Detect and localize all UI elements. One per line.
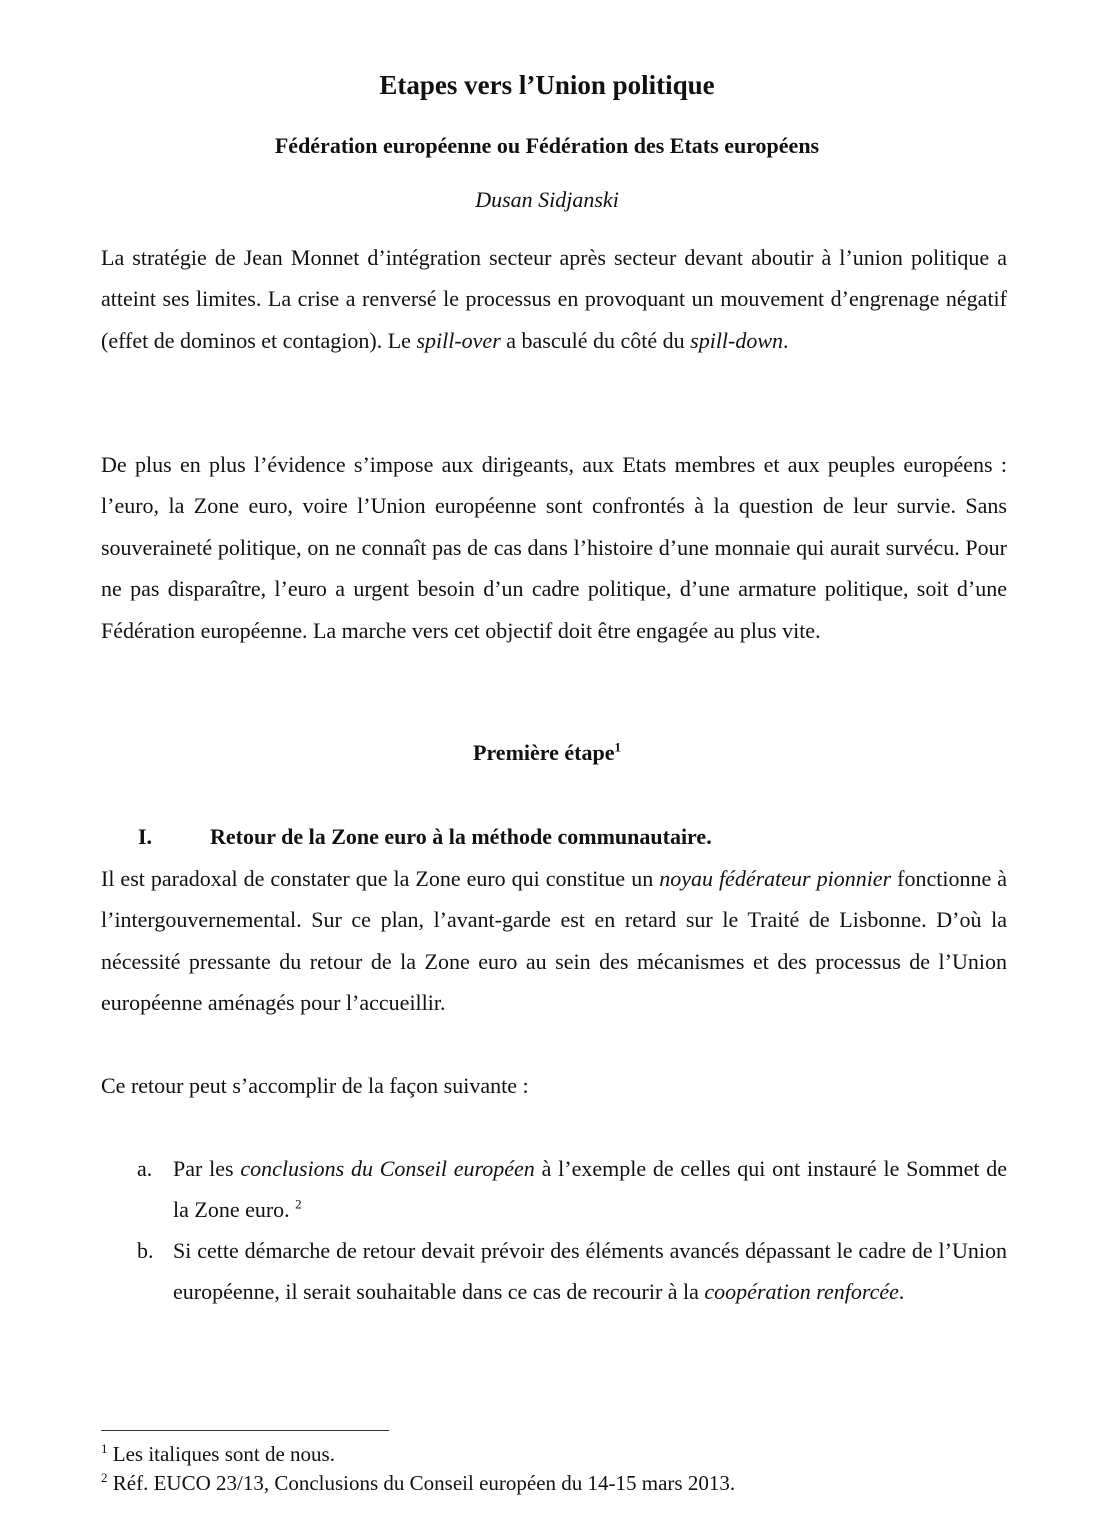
footnote-text: Réf. EUCO 23/13, Conclusions du Conseil européen du 14-15 mars 2013. [112,1471,736,1495]
text-run: Par les [173,1156,241,1181]
paragraph-paradox [101,858,1007,1024]
paragraph-intro [101,237,1007,361]
text-run: La stratégie de Jean Monnet d’intégration secteur après secteur devant aboutir à l’union politique a atteint ses limites. La crise a renversé le processus en provoquant un mouvement d’engrenage négatif (effet de dominos et contagion). Le [101,245,1007,353]
text-run: . [898,1279,905,1305]
list-item [173,1230,1007,1313]
list-item-marker: b. [137,1238,154,1263]
footnote-ref-1: 1 [614,739,621,755]
page-subtitle: Fédération européenne ou Fédération des Etats européens [274,133,820,158]
section-title: Retour de la Zone euro à la méthode communautaire. [210,824,712,849]
stage-heading [0,738,1094,768]
footnote [101,1469,735,1497]
text-run: a basculé du côté du [500,327,691,353]
text-run: Il est paradoxal de constater que la Zone euro qui constitue un [101,866,660,891]
italic-term: spill-down [690,327,784,353]
footnote-ref-2: 2 [295,1197,302,1213]
section-number: I. [138,824,153,849]
italic-term: noyau fédérateur pionnier [659,866,892,891]
footnote-text: Les italiques sont de nous. [112,1442,335,1466]
italic-term: spill-over [416,327,501,353]
list-item [173,1148,1007,1231]
paragraph-return: Ce retour peut s’accomplir de la façon suivante : [101,1073,529,1098]
footnote-number: 2 [101,1470,108,1485]
text-run: . [783,327,789,353]
text-run: à l’exemple de celles qui ont instauré le Sommet de la Zone euro. [173,1156,1008,1223]
page-title: Etapes vers l’Union politique [379,70,715,100]
text-run: Si cette démarche de retour devait prévoir des éléments avancés dépassant le cadre de l’Union européenne, il serait souhaitable dans ce cas de recourir à la [173,1238,1007,1305]
author-name: Dusan Sidjanski [475,187,619,212]
paragraph-survival: De plus en plus l’évidence s’impose aux dirigeants, aux Etats membres et aux peuples européens : l’euro, la Zone euro, voire l’Union européenne sont confrontés à la question de leur survie. Sans souveraineté politique, on ne connaît pas de cas dans l’histoire d’une monnaie qui aurait survécu. Pour ne pas disparaître, l’euro a urgent besoin d’un cadre politique, d’une armature politique, soit d’une Fédération européenne. La marche vers cet objectif doit être engagée au plus vite. [101,452,1007,643]
footnote-number: 1 [101,1441,108,1456]
stage-heading-text: Première étape [473,740,615,765]
footnote [101,1440,335,1468]
text-run: fonctionne à l’intergouvernemental. Sur ce plan, l’avant-garde est en retard sur le Traité de Lisbonne. D’où la nécessité pressante du retour de la Zone euro au sein des mécanismes et des processus de l’Union européenne aménagés pour l’accueillir. [101,866,1007,1016]
footnote-divider [101,1430,389,1431]
italic-term: coopération renforcée [704,1279,899,1305]
list-item-marker: a. [137,1156,153,1181]
italic-term: conclusions du Conseil européen [240,1156,535,1181]
